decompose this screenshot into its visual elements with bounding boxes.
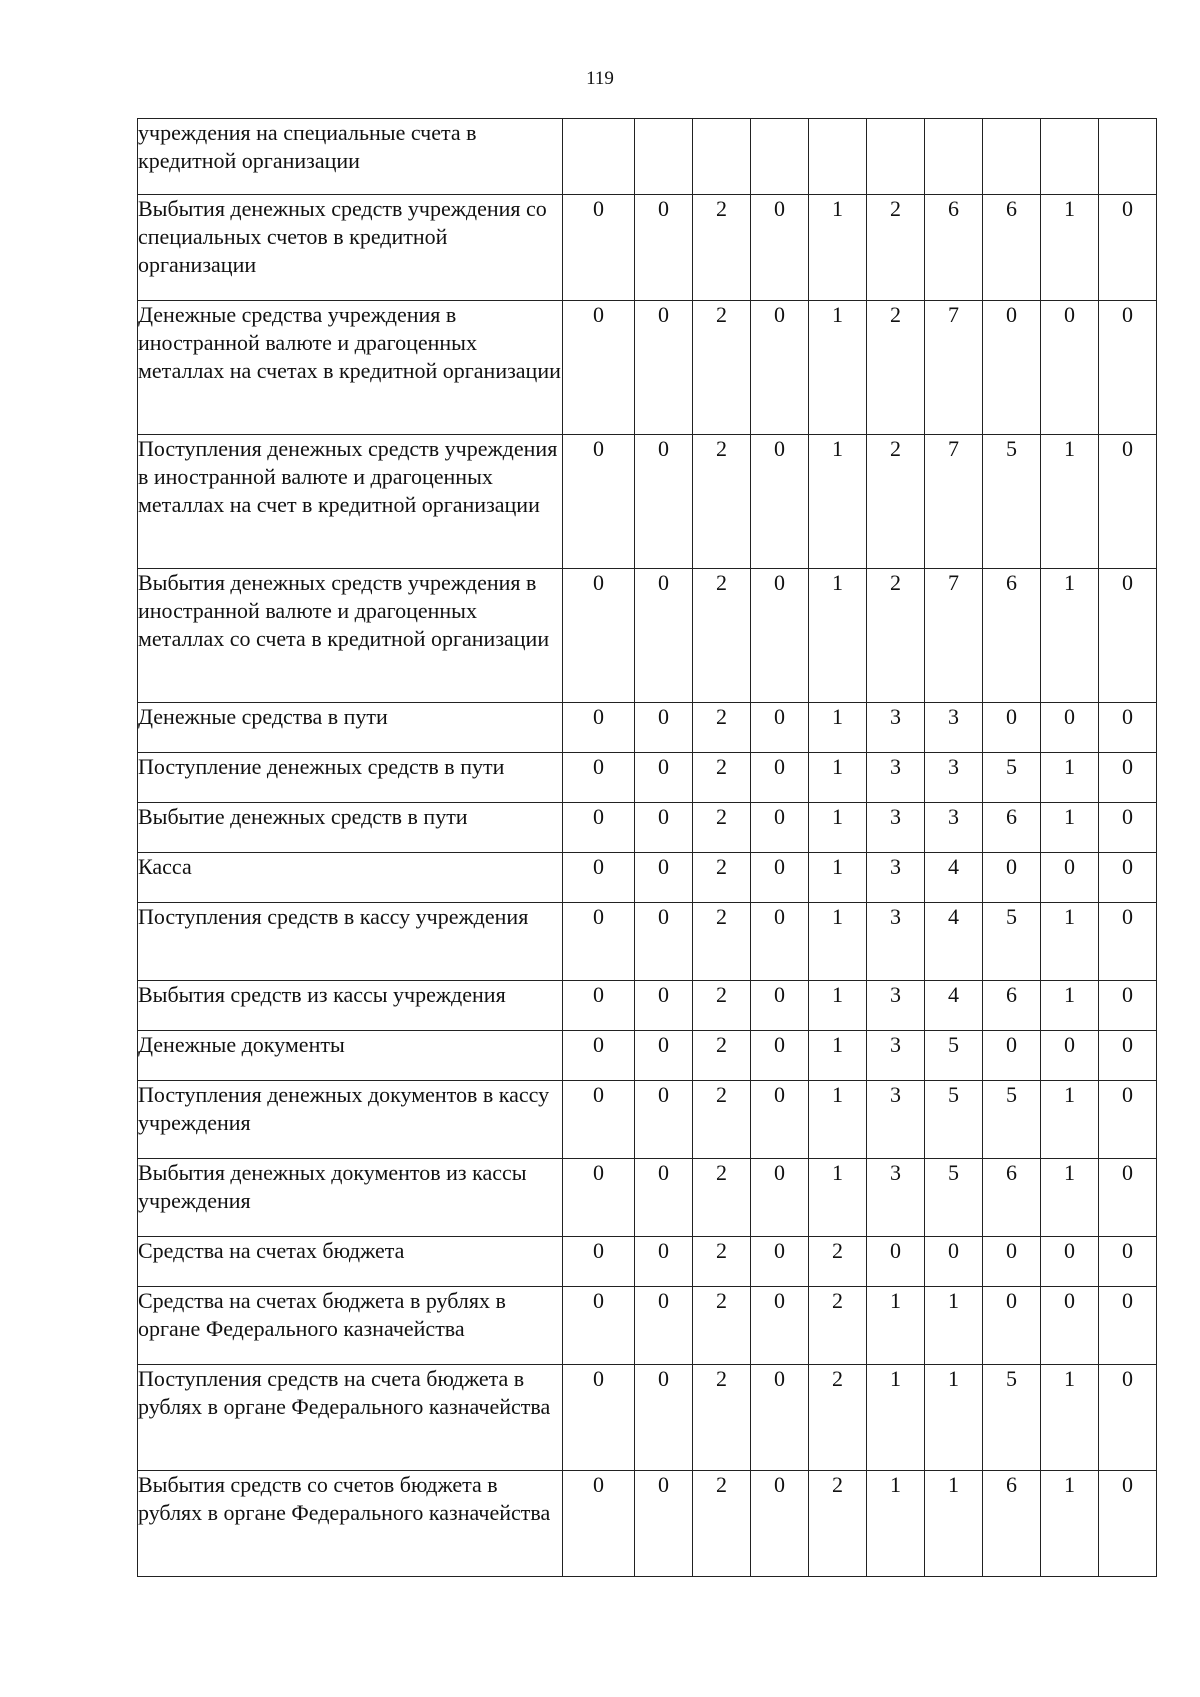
account-code-digit: 0 <box>751 1237 809 1287</box>
account-code-digit: 0 <box>1041 1237 1099 1287</box>
account-code-digit: 1 <box>809 803 867 853</box>
account-code-digit: 0 <box>563 435 635 569</box>
account-code-digit: 7 <box>925 569 983 703</box>
account-code-digit: 1 <box>809 195 867 301</box>
account-code-digit: 0 <box>563 1365 635 1471</box>
account-code-digit: 0 <box>563 195 635 301</box>
account-code-digit: 0 <box>563 803 635 853</box>
account-code-digit: 3 <box>867 1031 925 1081</box>
account-code-digit: 0 <box>635 195 693 301</box>
account-code-digit: 1 <box>809 435 867 569</box>
account-code-digit: 0 <box>1099 703 1157 753</box>
table-row <box>138 1237 1157 1287</box>
account-code-digit: 1 <box>809 853 867 903</box>
account-code-digit: 0 <box>751 1159 809 1237</box>
account-code-digit: 3 <box>867 903 925 981</box>
account-name-cell: Выбытия средств из кассы учреждения <box>138 981 563 1031</box>
account-code-digit: 1 <box>809 703 867 753</box>
account-code-digit: 2 <box>693 853 751 903</box>
account-code-digit: 1 <box>867 1365 925 1471</box>
account-code-digit: 3 <box>867 1081 925 1159</box>
account-code-digit: 0 <box>1099 195 1157 301</box>
account-code-digit <box>635 119 693 195</box>
account-code-digit: 0 <box>1099 1081 1157 1159</box>
account-code-digit: 1 <box>1041 435 1099 569</box>
table-row <box>138 1081 1157 1159</box>
account-code-digit: 2 <box>867 301 925 435</box>
account-code-digit: 5 <box>983 1081 1041 1159</box>
account-code-digit: 0 <box>635 1287 693 1365</box>
account-code-digit: 0 <box>635 803 693 853</box>
table-row <box>138 981 1157 1031</box>
account-code-digit: 0 <box>563 903 635 981</box>
account-code-digit: 2 <box>693 703 751 753</box>
account-code-digit: 0 <box>635 1365 693 1471</box>
account-code-digit: 1 <box>809 569 867 703</box>
account-code-digit: 0 <box>563 1237 635 1287</box>
account-code-digit: 6 <box>983 803 1041 853</box>
page-number: 119 <box>586 68 614 89</box>
account-code-digit: 5 <box>983 753 1041 803</box>
account-code-digit: 0 <box>751 981 809 1031</box>
account-code-digit: 0 <box>635 853 693 903</box>
account-code-digit: 1 <box>1041 803 1099 853</box>
account-code-digit: 0 <box>1041 301 1099 435</box>
table-row <box>138 703 1157 753</box>
account-code-digit: 2 <box>867 435 925 569</box>
account-code-digit: 0 <box>1099 1365 1157 1471</box>
account-code-digit: 0 <box>983 703 1041 753</box>
table-row <box>138 1159 1157 1237</box>
table-row <box>138 1365 1157 1471</box>
account-code-digit: 2 <box>693 569 751 703</box>
table-row <box>138 803 1157 853</box>
account-name-cell: Выбытия денежных средств учреждения со специальных счетов в кредитной организации <box>138 195 563 301</box>
account-code-digit: 1 <box>809 301 867 435</box>
account-code-digit <box>1041 119 1099 195</box>
account-code-digit: 0 <box>1099 803 1157 853</box>
account-code-digit: 3 <box>867 753 925 803</box>
account-code-digit: 0 <box>635 981 693 1031</box>
account-code-digit: 2 <box>809 1287 867 1365</box>
account-code-digit: 1 <box>809 1031 867 1081</box>
account-code-digit: 2 <box>693 1365 751 1471</box>
account-name-cell: Поступления денежных средств учреждения в иностранной валюте и драгоценных металлах на счет в кредитной организации <box>138 435 563 569</box>
account-code-digit: 2 <box>693 1287 751 1365</box>
account-code-digit: 0 <box>751 703 809 753</box>
account-code-digit <box>751 119 809 195</box>
account-code-digit: 0 <box>1099 753 1157 803</box>
account-code-digit: 0 <box>751 903 809 981</box>
table-row <box>138 853 1157 903</box>
table-row <box>138 569 1157 703</box>
account-code-digit: 0 <box>563 853 635 903</box>
account-code-digit: 1 <box>1041 1081 1099 1159</box>
account-code-digit: 6 <box>925 195 983 301</box>
account-code-digit: 2 <box>693 903 751 981</box>
account-code-digit: 1 <box>1041 195 1099 301</box>
account-code-digit: 0 <box>635 1159 693 1237</box>
account-code-digit: 1 <box>925 1365 983 1471</box>
account-code-digit: 0 <box>751 753 809 803</box>
account-name-cell: Поступления денежных документов в кассу учреждения <box>138 1081 563 1159</box>
account-code-digit: 0 <box>1099 853 1157 903</box>
account-code-digit: 0 <box>751 301 809 435</box>
account-name-cell: Средства на счетах бюджета в рублях в органе Федерального казначейства <box>138 1287 563 1365</box>
account-code-digit <box>925 119 983 195</box>
account-code-digit: 1 <box>809 1159 867 1237</box>
account-code-digit: 2 <box>693 1081 751 1159</box>
account-code-digit: 1 <box>1041 903 1099 981</box>
table-body <box>138 119 1157 1577</box>
account-code-digit <box>867 119 925 195</box>
account-code-digit: 1 <box>867 1471 925 1577</box>
account-code-digit: 0 <box>563 301 635 435</box>
account-code-digit: 2 <box>867 569 925 703</box>
account-code-digit: 0 <box>1099 435 1157 569</box>
table-row <box>138 119 1157 195</box>
account-code-digit: 2 <box>809 1471 867 1577</box>
account-code-digit: 5 <box>925 1031 983 1081</box>
account-code-digit: 0 <box>563 1081 635 1159</box>
account-code-digit: 1 <box>1041 1159 1099 1237</box>
account-code-digit: 0 <box>635 435 693 569</box>
account-code-digit: 0 <box>563 1031 635 1081</box>
accounts-table <box>137 118 1157 1577</box>
account-code-digit: 3 <box>867 803 925 853</box>
account-code-digit: 2 <box>693 1031 751 1081</box>
account-code-digit: 2 <box>693 803 751 853</box>
account-code-digit: 2 <box>809 1237 867 1287</box>
table-row <box>138 1471 1157 1577</box>
account-code-digit: 0 <box>563 1471 635 1577</box>
account-code-digit: 0 <box>751 1471 809 1577</box>
account-code-digit: 2 <box>693 981 751 1031</box>
account-code-digit: 2 <box>867 195 925 301</box>
account-code-digit <box>693 119 751 195</box>
account-code-digit: 0 <box>1041 703 1099 753</box>
account-code-digit: 6 <box>983 195 1041 301</box>
account-name-cell: Средства на счетах бюджета <box>138 1237 563 1287</box>
account-code-digit: 1 <box>1041 753 1099 803</box>
account-code-digit: 0 <box>1041 1031 1099 1081</box>
account-code-digit: 0 <box>751 1365 809 1471</box>
account-code-digit: 0 <box>563 1287 635 1365</box>
account-code-digit: 1 <box>925 1471 983 1577</box>
account-code-digit: 0 <box>751 195 809 301</box>
account-code-digit: 3 <box>925 703 983 753</box>
account-code-digit: 0 <box>635 753 693 803</box>
account-code-digit: 0 <box>751 1287 809 1365</box>
table-row <box>138 301 1157 435</box>
account-code-digit <box>809 119 867 195</box>
account-code-digit: 0 <box>635 1031 693 1081</box>
account-code-digit: 1 <box>1041 981 1099 1031</box>
account-code-digit: 1 <box>925 1287 983 1365</box>
account-code-digit: 5 <box>925 1081 983 1159</box>
account-code-digit: 0 <box>1041 853 1099 903</box>
account-code-digit: 0 <box>867 1237 925 1287</box>
account-code-digit: 3 <box>925 753 983 803</box>
account-name-cell: Выбытия денежных средств учреждения в иностранной валюте и драгоценных металлах со счета в кредитной организации <box>138 569 563 703</box>
account-name-cell: Поступления средств в кассу учреждения <box>138 903 563 981</box>
account-code-digit: 3 <box>867 981 925 1031</box>
account-code-digit: 2 <box>693 195 751 301</box>
account-code-digit: 0 <box>983 1287 1041 1365</box>
account-code-digit <box>983 119 1041 195</box>
account-code-digit: 0 <box>1099 569 1157 703</box>
account-code-digit: 0 <box>751 1081 809 1159</box>
account-code-digit: 0 <box>925 1237 983 1287</box>
account-code-digit: 7 <box>925 301 983 435</box>
account-name-cell: Выбытия средств со счетов бюджета в рублях в органе Федерального казначейства <box>138 1471 563 1577</box>
account-code-digit: 0 <box>563 981 635 1031</box>
account-code-digit: 0 <box>751 569 809 703</box>
account-code-digit: 0 <box>563 569 635 703</box>
account-name-cell: учреждения на специальные счета в кредитной организации <box>138 119 563 195</box>
account-code-digit: 0 <box>635 903 693 981</box>
account-code-digit: 2 <box>693 1159 751 1237</box>
account-code-digit <box>563 119 635 195</box>
table-row <box>138 195 1157 301</box>
account-code-digit: 0 <box>1099 1031 1157 1081</box>
account-code-digit: 5 <box>983 903 1041 981</box>
account-code-digit: 0 <box>635 569 693 703</box>
table-row <box>138 1287 1157 1365</box>
account-code-digit: 2 <box>693 435 751 569</box>
account-code-digit: 4 <box>925 903 983 981</box>
account-code-digit <box>1099 119 1157 195</box>
account-code-digit: 0 <box>1099 1237 1157 1287</box>
account-code-digit: 0 <box>1041 1287 1099 1365</box>
account-code-digit: 0 <box>983 301 1041 435</box>
account-name-cell: Денежные средства в пути <box>138 703 563 753</box>
account-code-digit: 0 <box>1099 981 1157 1031</box>
table-row <box>138 1031 1157 1081</box>
account-code-digit: 1 <box>1041 569 1099 703</box>
account-code-digit: 6 <box>983 1159 1041 1237</box>
account-code-digit: 2 <box>809 1365 867 1471</box>
account-code-digit: 5 <box>983 435 1041 569</box>
account-code-digit: 1 <box>1041 1365 1099 1471</box>
account-code-digit: 2 <box>693 753 751 803</box>
account-code-digit: 0 <box>751 1031 809 1081</box>
table-row <box>138 435 1157 569</box>
account-code-digit: 7 <box>925 435 983 569</box>
account-code-digit: 3 <box>925 803 983 853</box>
account-code-digit: 6 <box>983 981 1041 1031</box>
account-name-cell: Денежные средства учреждения в иностранной валюте и драгоценных металлах на счетах в кредитной организации <box>138 301 563 435</box>
account-name-cell: Поступление денежных средств в пути <box>138 753 563 803</box>
account-code-digit: 0 <box>1099 1287 1157 1365</box>
account-name-cell: Поступления средств на счета бюджета в рублях в органе Федерального казначейства <box>138 1365 563 1471</box>
account-name-cell: Денежные документы <box>138 1031 563 1081</box>
account-code-digit: 1 <box>809 981 867 1031</box>
account-code-digit: 1 <box>809 1081 867 1159</box>
account-code-digit: 2 <box>693 1471 751 1577</box>
account-code-digit: 6 <box>983 569 1041 703</box>
account-code-digit: 0 <box>635 1471 693 1577</box>
account-code-digit: 0 <box>635 1081 693 1159</box>
account-code-digit: 0 <box>635 703 693 753</box>
account-code-digit: 1 <box>1041 1471 1099 1577</box>
table-row <box>138 903 1157 981</box>
account-code-digit: 2 <box>693 301 751 435</box>
account-code-digit: 0 <box>1099 1471 1157 1577</box>
account-code-digit: 1 <box>809 903 867 981</box>
account-code-digit: 3 <box>867 1159 925 1237</box>
account-code-digit: 5 <box>983 1365 1041 1471</box>
account-name-cell: Выбытия денежных документов из кассы учреждения <box>138 1159 563 1237</box>
account-code-digit: 1 <box>809 753 867 803</box>
account-code-digit: 0 <box>1099 1159 1157 1237</box>
account-code-digit: 0 <box>983 853 1041 903</box>
account-code-digit: 6 <box>983 1471 1041 1577</box>
account-code-digit: 0 <box>983 1237 1041 1287</box>
account-code-digit: 0 <box>751 435 809 569</box>
account-code-digit: 0 <box>751 803 809 853</box>
account-code-digit: 0 <box>635 1237 693 1287</box>
account-code-digit: 0 <box>751 853 809 903</box>
table-row <box>138 753 1157 803</box>
account-code-digit: 0 <box>1099 903 1157 981</box>
account-code-digit: 0 <box>563 1159 635 1237</box>
account-code-digit: 0 <box>635 301 693 435</box>
account-code-digit: 0 <box>563 753 635 803</box>
account-code-digit: 1 <box>867 1287 925 1365</box>
account-code-digit: 4 <box>925 853 983 903</box>
account-code-digit: 0 <box>983 1031 1041 1081</box>
account-code-digit: 0 <box>563 703 635 753</box>
account-code-digit: 3 <box>867 853 925 903</box>
account-name-cell: Касса <box>138 853 563 903</box>
account-code-digit: 3 <box>867 703 925 753</box>
account-code-digit: 5 <box>925 1159 983 1237</box>
account-code-digit: 2 <box>693 1237 751 1287</box>
account-code-digit: 4 <box>925 981 983 1031</box>
account-code-digit: 0 <box>1099 301 1157 435</box>
account-name-cell: Выбытие денежных средств в пути <box>138 803 563 853</box>
